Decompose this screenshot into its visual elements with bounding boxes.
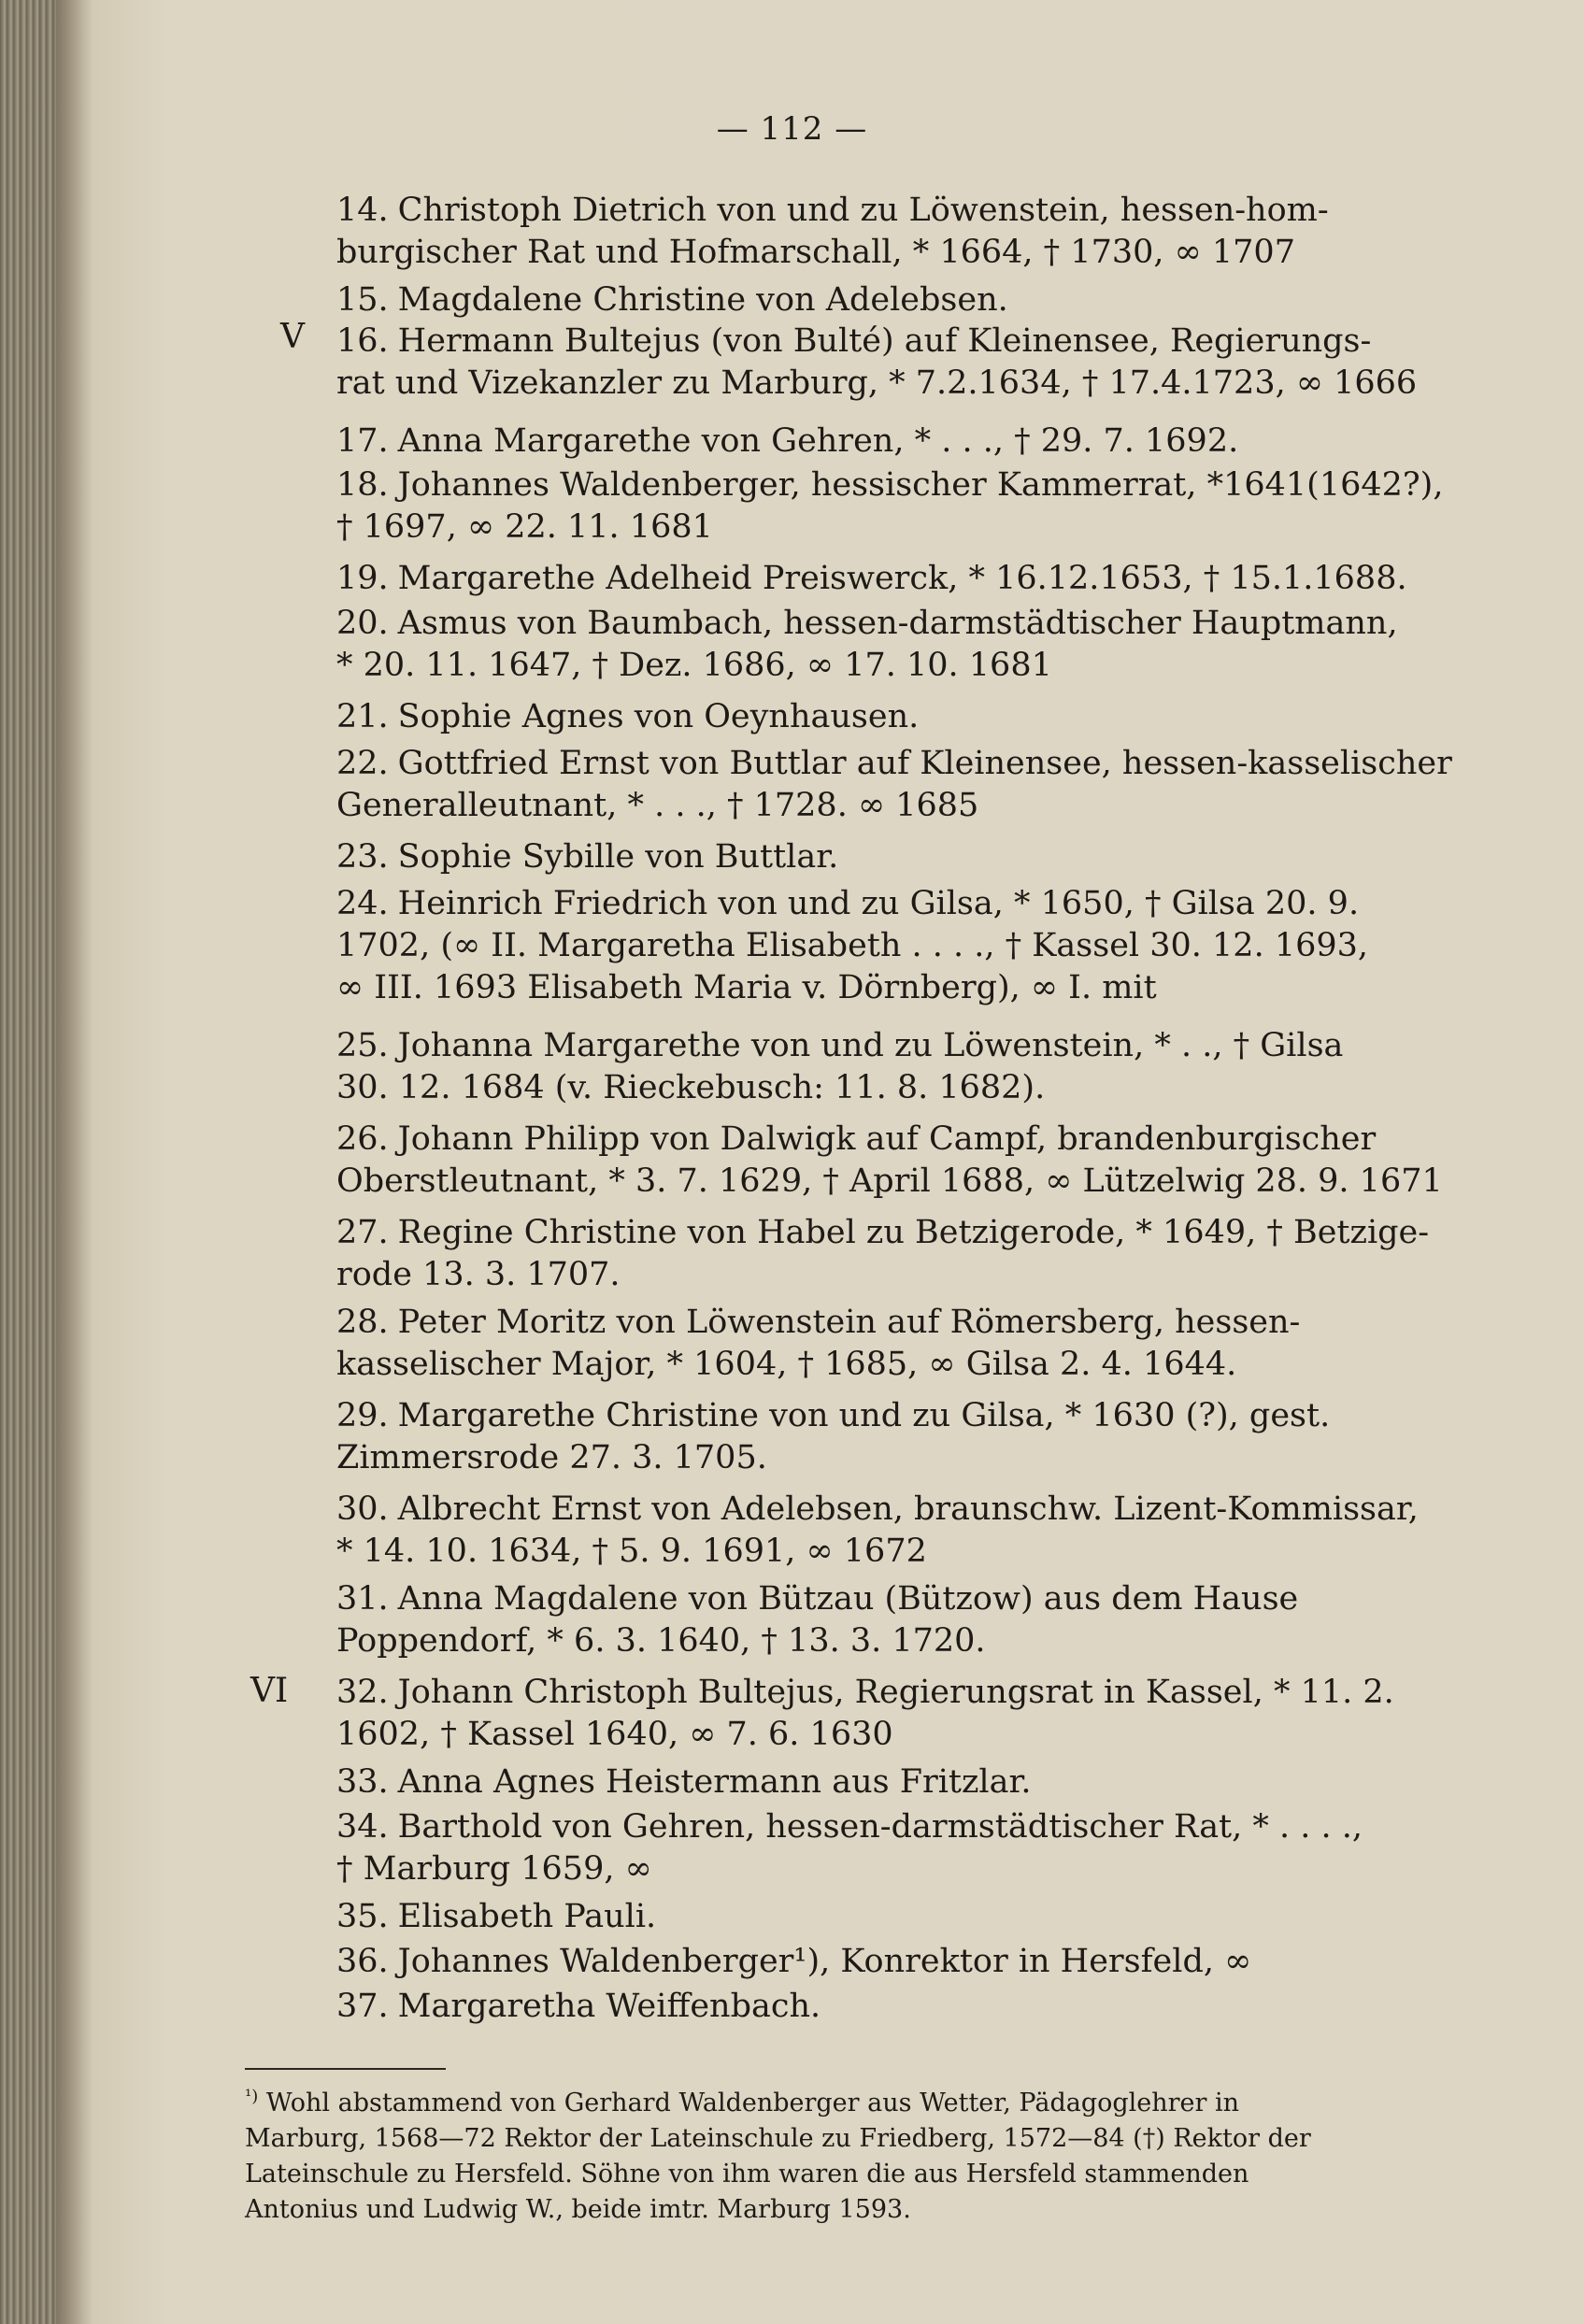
entry-number: 26. [336,1120,389,1158]
entry-number: 34. [336,1808,389,1846]
footnote-line: Lateinschule zu Hersfeld. Söhne von ihm waren die aus Hersfeld stammenden [245,2160,1249,2189]
entry-number: 32. [336,1674,389,1711]
footnote-line: Antonius und Ludwig W., beide imtr. Marburg 1593. [245,2195,911,2224]
entry-line [336,1848,1467,1890]
entry-text: † 1697, ∞ 22. 11. 1681 [336,508,713,546]
entry-number: 24. [336,885,389,922]
entry-text: Sophie Agnes von Oeynhausen. [397,698,920,735]
entry-text: Magdalene Christine von Adelebsen. [397,281,1008,319]
entry-line [336,1806,1467,1848]
entry-text: Oberstleutnant, * 3. 7. 1629, † April 1688, ∞ Lützelwig 28. 9. 1671 [336,1162,1443,1200]
entry-text: Johann Philipp von Dalwigk auf Campf, brandenburgischer [397,1120,1377,1158]
ancestor-entry [336,1941,1467,1983]
entry-number: 28. [336,1304,389,1341]
ancestor-entry [336,279,1467,321]
entry-number: 19. [336,560,389,597]
entry-text: * 14. 10. 1634, † 5. 9. 1691, ∞ 1672 [336,1533,927,1570]
entry-line [336,1395,1467,1437]
entry-line [336,1025,1467,1067]
entry-line [336,363,1467,405]
entry-line [336,696,1467,738]
entry-text: Anna Agnes Heistermann aus Fritzlar. [397,1763,1032,1801]
entry-text: Christoph Dietrich von und zu Löwenstein, hessen-hom- [397,192,1329,229]
entry-line [336,321,1467,363]
entry-text: Margarethe Adelheid Preiswerck, * 16.12.1653, † 15.1.1688. [397,560,1407,597]
entry-number: 31. [336,1580,389,1618]
ancestor-entry [336,836,1467,878]
entry-text: * 20. 11. 1647, † Dez. 1686, ∞ 17. 10. 1681 [336,647,1052,684]
ancestor-entry [336,1025,1467,1109]
entry-text: Johannes Waldenberger¹), Konrektor in Hersfeld, ∞ [397,1943,1252,1980]
entry-line [336,279,1467,321]
footnote-line-text: Wohl abstammend von Gerhard Waldenberger aus Wetter, Pädagoglehrer in [265,2089,1240,2117]
entry-number: 14. [336,192,389,229]
entry-text: Poppendorf, * 6. 3. 1640, † 13. 3. 1720. [336,1622,986,1660]
footnote-line: Marburg, 1568—72 Rektor der Lateinschule zu Friedberg, 1572—84 (†) Rektor der [245,2124,1311,2153]
entry-line [336,1212,1467,1254]
entry-text: Anna Margarethe von Gehren, * . . ., † 29. 7. 1692. [397,422,1239,460]
entry-number: 15. [336,281,389,319]
entry-line [336,558,1467,600]
entry-text: Zimmersrode 27. 3. 1705. [336,1439,767,1476]
ancestor-entry [336,1395,1467,1479]
entry-line [336,785,1467,827]
entry-line [336,925,1467,967]
entry-line [336,1531,1467,1573]
footnote [245,2079,1450,2228]
entry-text: Peter Moritz von Löwenstein auf Römersberg, hessen- [397,1304,1301,1341]
entry-text: Johann Christoph Bultejus, Regierungsrat in Kassel, * 11. 2. [397,1674,1394,1711]
entry-text: Generalleutnant, * . . ., † 1728. ∞ 1685 [336,787,979,824]
entry-text: Heinrich Friedrich von und zu Gilsa, * 1650, † Gilsa 20. 9. [397,885,1360,922]
ancestor-entry [336,1761,1467,1804]
entry-text: Barthold von Gehren, hessen-darmstädtischer Rat, * . . . ., [397,1808,1363,1846]
entry-text: Sophie Sybille von Buttlar. [397,838,839,876]
entry-line [336,1254,1467,1296]
entry-number: 36. [336,1943,389,1980]
entry-text: kasselischer Major, * 1604, † 1685, ∞ Gilsa 2. 4. 1644. [336,1346,1237,1383]
ancestor-entry [336,190,1467,274]
generation-label-v: V [280,318,305,356]
footnote-line [245,2079,1450,2121]
entry-text: Gottfried Ernst von Buttlar auf Kleinensee, hessen-kasselischer [397,745,1452,782]
entry-line [336,1672,1467,1714]
entry-line [336,464,1467,506]
entry-number: 20. [336,605,389,642]
entry-line [336,421,1467,463]
entry-text: † Marburg 1659, ∞ [336,1850,652,1888]
entry-number: 23. [336,838,389,876]
ancestor-entry [336,1119,1467,1203]
entry-line [336,1986,1467,2028]
entry-line [336,645,1467,687]
entry-text: 30. 12. 1684 (v. Rieckebusch: 11. 8. 1682). [336,1069,1046,1106]
entry-line [336,743,1467,785]
ancestor-entry [336,1302,1467,1386]
entry-text: Johannes Waldenberger, hessischer Kammerrat, *1641(1642?), [397,466,1444,504]
entry-line [336,1489,1467,1531]
entry-number: 35. [336,1898,389,1935]
ancestor-entry [336,883,1467,1009]
entry-line [336,1161,1467,1203]
ancestor-entry [336,558,1467,600]
entry-number: 37. [336,1988,389,2025]
ancestor-entry [336,1806,1467,1890]
entry-line [336,506,1467,549]
entry-text: 1602, † Kassel 1640, ∞ 7. 6. 1630 [336,1716,893,1753]
entry-line [336,967,1467,1009]
entry-text: Johanna Margarethe von und zu Löwenstein, * . ., † Gilsa [397,1027,1344,1064]
entry-text: Regine Christine von Habel zu Betzigerode, * 1649, † Betzige- [397,1214,1430,1251]
entry-line [336,190,1467,232]
entry-text: 1702, (∞ II. Margaretha Elisabeth . . . ., † Kassel 30. 12. 1693, [336,927,1369,964]
entry-text: Hermann Bultejus (von Bulté) auf Kleinensee, Regierungs- [397,322,1372,360]
entry-text: burgischer Rat und Hofmarschall, * 1664, † 1730, ∞ 1707 [336,234,1295,271]
ancestor-entry [336,603,1467,687]
entry-number: 30. [336,1490,389,1528]
entry-line [336,883,1467,925]
entry-text: Albrecht Ernst von Adelebsen, braunschw. Lizent-Kommissar, [397,1490,1419,1528]
entry-number: 27. [336,1214,389,1251]
footnote-mark: ¹) [245,2087,259,2106]
entry-line [336,1302,1467,1344]
entry-line [336,1714,1467,1756]
entry-text: rat und Vizekanzler zu Marburg, * 7.2.1634, † 17.4.1723, ∞ 1666 [336,364,1418,402]
entry-line [336,1344,1467,1386]
ancestor-entry [336,464,1467,549]
entry-line [336,1941,1467,1983]
ancestor-entry [336,696,1467,738]
entry-line [336,1761,1467,1804]
ancestor-entry [336,321,1467,405]
ancestor-entry [336,1212,1467,1296]
entry-line [336,836,1467,878]
ancestor-entry [336,1578,1467,1662]
ancestor-entry [336,1896,1467,1938]
entry-text: Asmus von Baumbach, hessen-darmstädtischer Hauptmann, [397,605,1398,642]
ancestor-entry [336,1489,1467,1573]
entry-number: 16. [336,322,389,360]
entry-number: 18. [336,466,389,504]
page-number: — 112 — [716,110,868,148]
entry-line [336,1620,1467,1662]
generation-label-vi: VI [250,1672,289,1710]
entry-number: 22. [336,745,389,782]
entry-line [336,1437,1467,1479]
entry-number: 29. [336,1397,389,1434]
entry-line [336,1578,1467,1620]
ancestor-entry [336,743,1467,827]
ancestor-entry [336,421,1467,463]
entry-text: ∞ III. 1693 Elisabeth Maria v. Dörnberg), ∞ I. mit [336,969,1157,1006]
entry-line [336,1067,1467,1109]
ancestor-entry [336,1672,1467,1756]
entry-line [336,1896,1467,1938]
entry-line [336,232,1467,274]
entry-line [336,603,1467,645]
entry-number: 25. [336,1027,389,1064]
ancestor-entry [336,1986,1467,2028]
entry-text: Elisabeth Pauli. [397,1898,657,1935]
entry-text: rode 13. 3. 1707. [336,1256,621,1293]
entry-number: 17. [336,422,389,460]
entry-text: Anna Magdalene von Bützau (Bützow) aus dem Hause [397,1580,1299,1618]
entry-number: 21. [336,698,389,735]
footnote-rule [245,2068,446,2070]
entry-text: Margarethe Christine von und zu Gilsa, * 1630 (?), gest. [397,1397,1331,1434]
entry-text: Margaretha Weiffenbach. [397,1988,821,2025]
entry-number: 33. [336,1763,389,1801]
entry-line [336,1119,1467,1161]
